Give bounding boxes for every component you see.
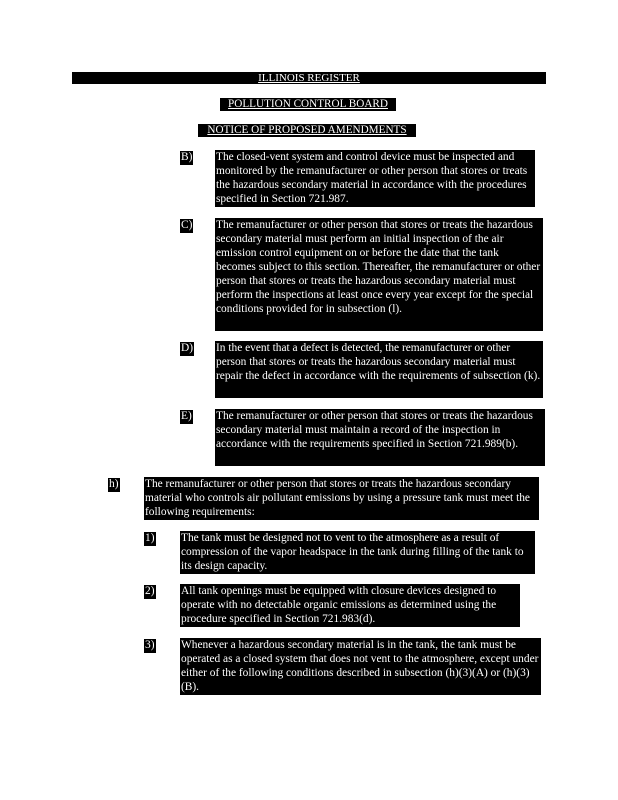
item-label-c: C) <box>181 219 193 231</box>
item-label-d: D) <box>181 342 194 354</box>
item-label-e: E) <box>181 410 192 422</box>
item-text-d: In the event that a defect is detected, the remanufacturer or other person that stores or treats the hazardous secondary material must repair the defect in accordance with the requirements of subsection (k). <box>215 341 543 398</box>
item-text-b: The closed-vent system and control device must be inspected and monitored by the remanufacturer or other person that stores or treats the hazardous secondary material in accordance with the procedures specified in Section 721.987. <box>215 150 535 207</box>
item-label-2: 2) <box>145 585 155 597</box>
item-text-3: Whenever a hazardous secondary material is in the tank, the tank must be operated as a closed system that does not vent to the atmosphere, except under either of the following conditions described in subsection (h)(3)(A) or (h)(3)(B). <box>180 638 541 695</box>
register-title: ILLINOIS REGISTER <box>252 72 366 84</box>
notice-title: NOTICE OF PROPOSED AMENDMENTS <box>198 124 416 137</box>
item-text-h: The remanufacturer or other person that stores or treats the hazardous secondary material who controls air pollutant emissions by using a pressure tank must meet the following requirements: <box>144 477 539 520</box>
item-label-h: h) <box>109 478 119 490</box>
item-text-1: The tank must be designed not to vent to the atmosphere as a result of compression of the vapor headspace in the tank during filling of the tank to its design capacity. <box>180 531 535 574</box>
item-label-1: 1) <box>145 532 155 544</box>
item-text-c: The remanufacturer or other person that stores or treats the hazardous secondary material must perform an initial inspection of the air emission control equipment on or before the date that the tank becomes subject to this section. Thereafter, the remanufacturer or other person that stores or treats the hazardous secondary material must perform the inspections at least once every year except for the special conditions provided for in subsection (l). <box>215 218 543 331</box>
item-label-b: B) <box>181 151 193 163</box>
item-text-2: All tank openings must be equipped with closure devices designed to operate with no detectable organic emissions as determined using the procedure specified in Section 721.983(d). <box>180 584 520 627</box>
item-label-3: 3) <box>145 639 155 651</box>
item-text-e: The remanufacturer or other person that stores or treats the hazardous secondary material must maintain a record of the inspection in accordance with the requirements specified in Section 721.989(b). <box>215 409 545 466</box>
board-title: POLLUTION CONTROL BOARD <box>220 98 396 111</box>
